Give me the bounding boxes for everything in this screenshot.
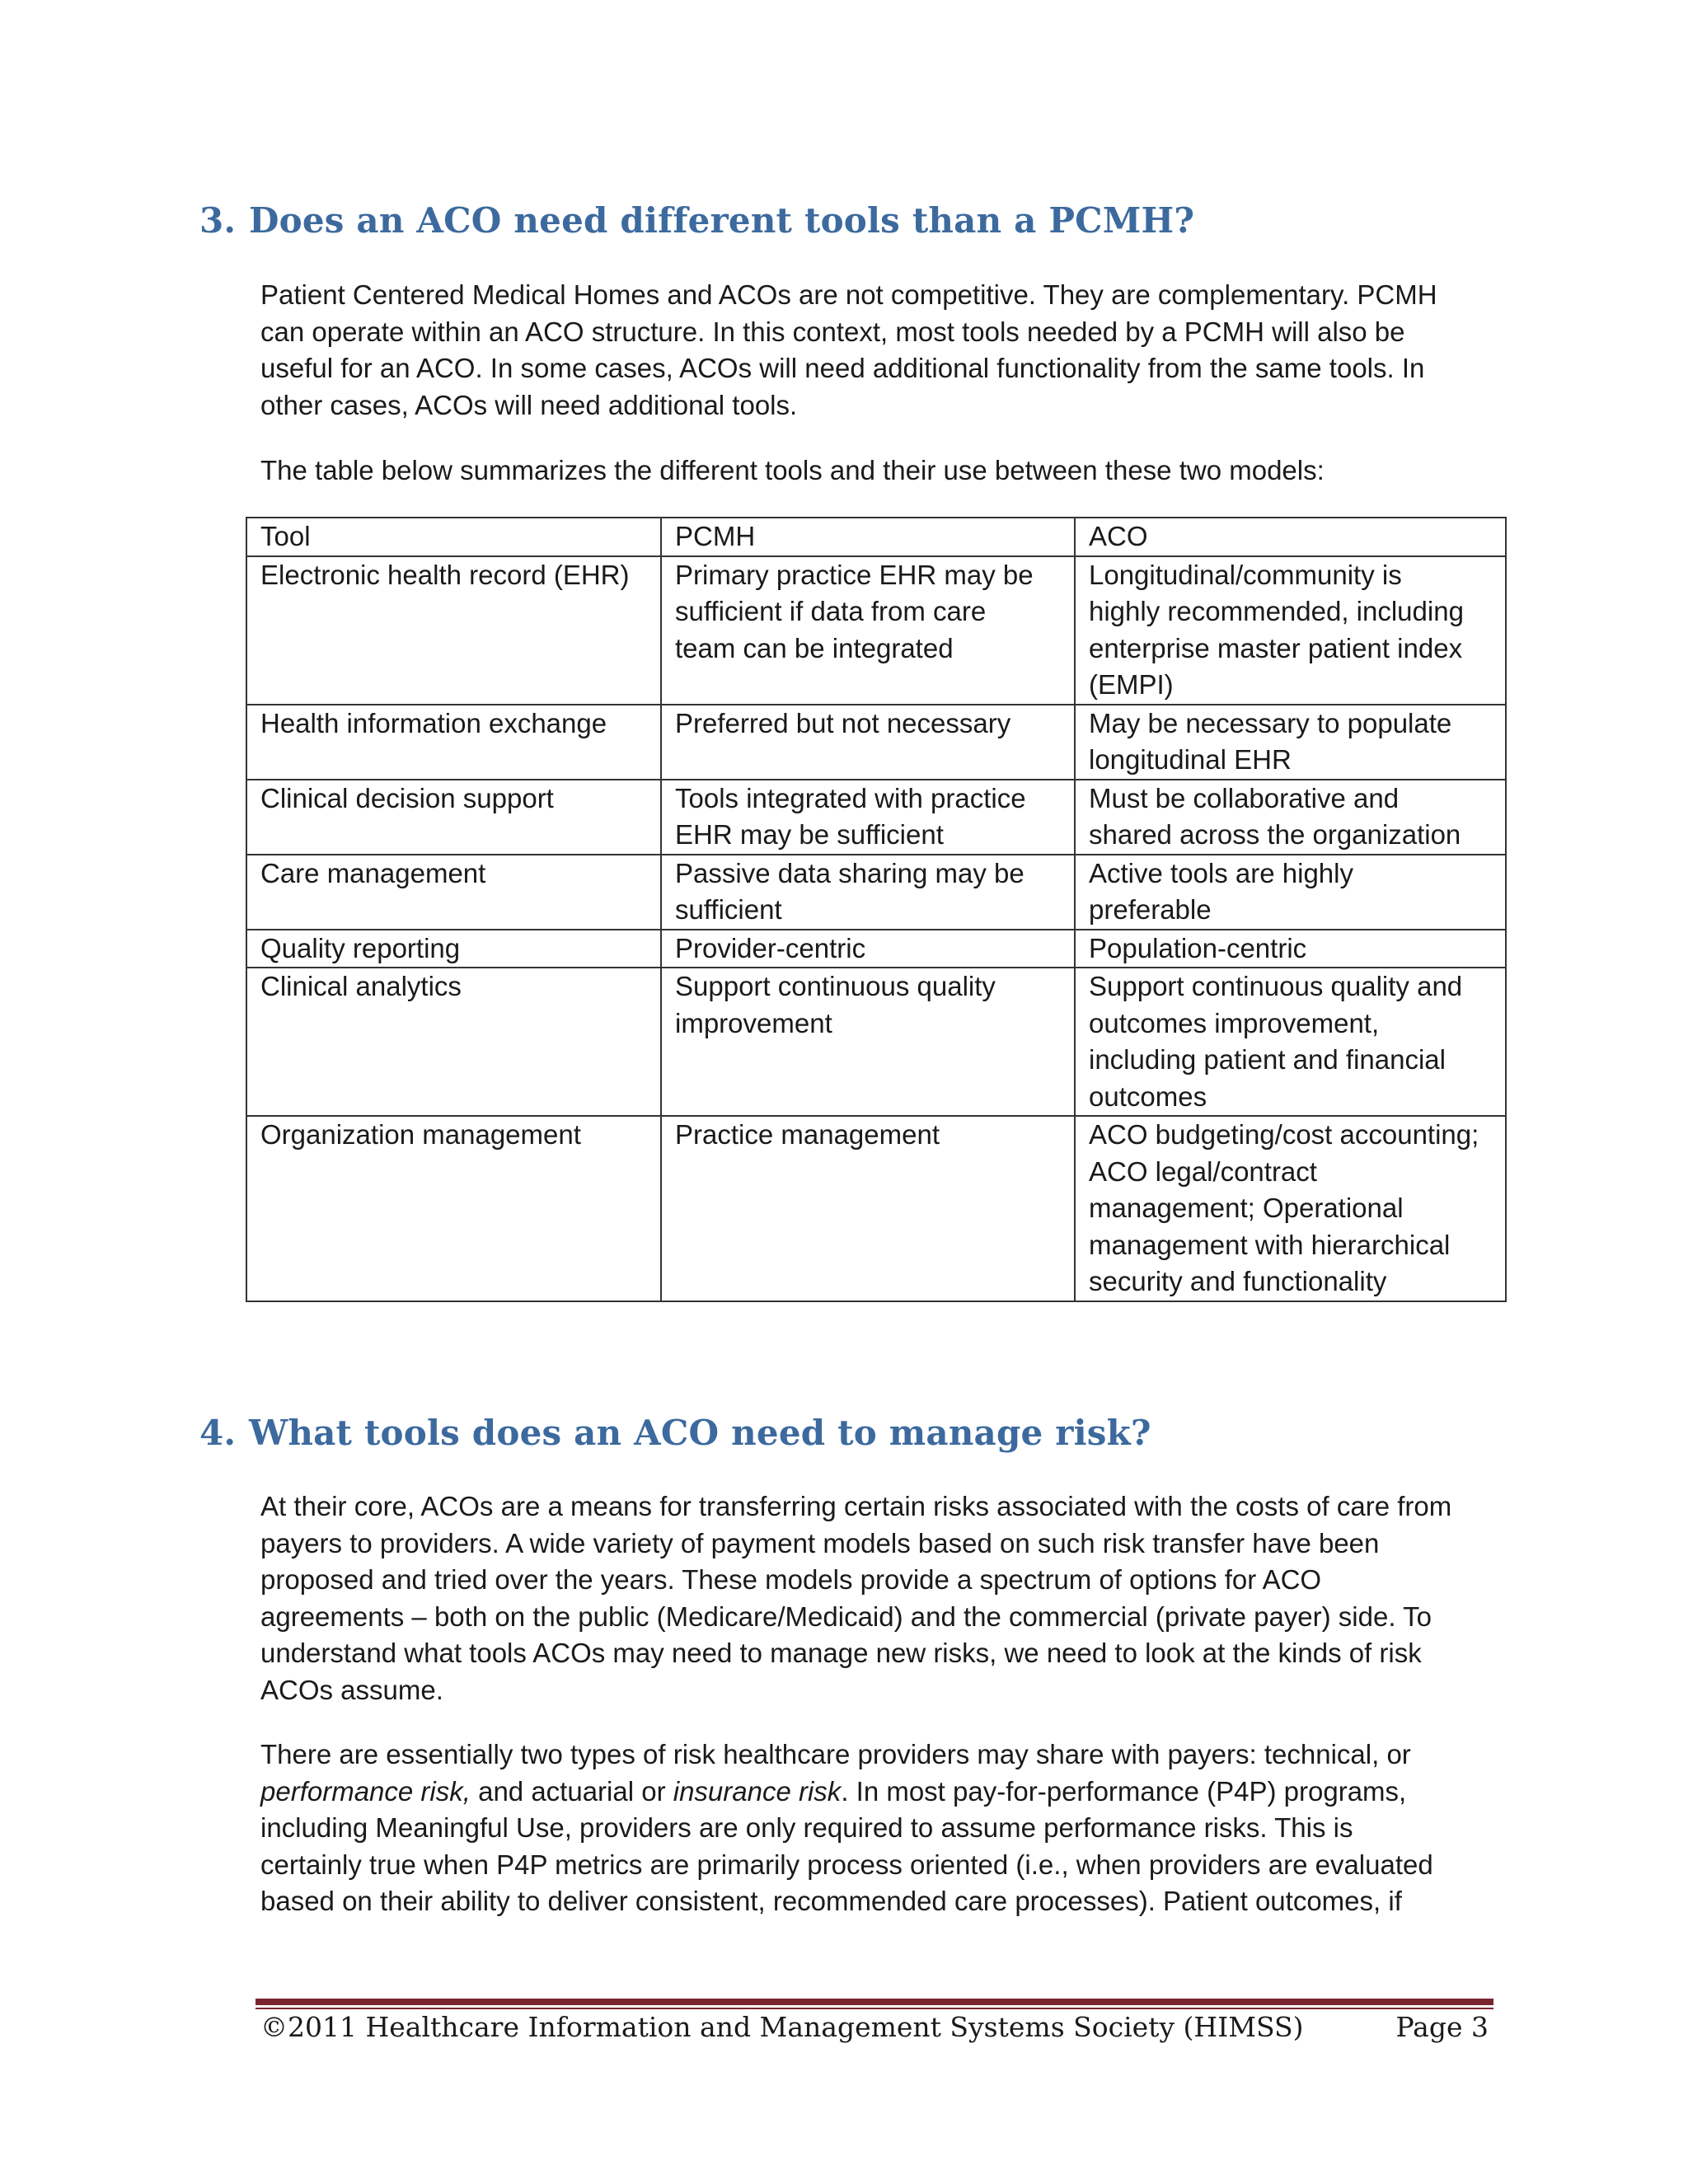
cell-line: improvement <box>675 1007 832 1038</box>
cell-line: Clinical decision support <box>260 782 554 813</box>
cell-tool <box>246 855 661 930</box>
text-line: There are essentially two types of risk healthcare providers may share with payers: technical, or <box>260 1739 1411 1769</box>
cell-aco <box>1075 855 1506 930</box>
header-tool: Tool <box>246 518 661 556</box>
cell-line: Population-centric <box>1089 932 1307 963</box>
cell-line: management with hierarchical <box>1089 1229 1451 1260</box>
section-4-title: What tools does an ACO need to manage risk? <box>249 1413 1151 1453</box>
cell-aco <box>1075 705 1506 780</box>
cell-line: team can be integrated <box>675 632 954 663</box>
cell-line: ACO legal/contract <box>1089 1155 1317 1187</box>
table-row <box>246 780 1506 855</box>
cell-tool <box>246 556 661 705</box>
cell-line: Passive data sharing may be <box>675 857 1025 888</box>
cell-line: Tools integrated with practice <box>675 782 1026 813</box>
text-line: agreements – both on the public (Medicare/Medicaid) and the commercial (private payer) side. To <box>260 1601 1432 1632</box>
section-4-paragraph-2 <box>260 1736 1513 1920</box>
text-line: based on their ability to deliver consistent, recommended care processes). Patient outcomes, if <box>260 1886 1402 1916</box>
table-header-row <box>246 518 1506 556</box>
cell-tool <box>246 968 661 1116</box>
text-line: The table below summarizes the different tools and their use between these two models: <box>260 455 1325 485</box>
cell-tool <box>246 780 661 855</box>
cell-line: outcomes <box>1089 1080 1207 1112</box>
cell-aco <box>1075 556 1506 705</box>
cell-line: Primary practice EHR may be <box>675 559 1034 590</box>
cell-pcmh <box>661 705 1075 780</box>
cell-line: EHR may be sufficient <box>675 819 944 850</box>
cell-line: Must be collaborative and <box>1089 782 1400 813</box>
cell-line: Provider-centric <box>675 932 866 963</box>
text-fragment: and actuarial or <box>470 1775 673 1807</box>
cell-pcmh <box>661 1116 1075 1301</box>
section-4-paragraph-1 <box>260 1488 1513 1708</box>
section-4-number: 4. <box>199 1413 237 1453</box>
text-line: ACOs assume. <box>260 1674 443 1705</box>
text-line: understand what tools ACOs may need to manage new risks, we need to look at the kinds of risk <box>260 1638 1422 1668</box>
cell-line: Clinical analytics <box>260 971 462 1001</box>
cell-line: enterprise master patient index <box>1089 632 1463 663</box>
text-line: At their core, ACOs are a means for transferring certain risks associated with the costs of care from <box>260 1491 1452 1521</box>
text-line: certainly true when P4P metrics are primarily process oriented (i.e., when providers are evaluated <box>260 1849 1433 1880</box>
text-line <box>260 1774 1513 1811</box>
section-3-heading <box>199 200 1194 241</box>
cell-line: (EMPI) <box>1089 669 1174 700</box>
cell-line: Electronic health record (EHR) <box>260 559 630 590</box>
text-line: payers to providers. A wide variety of payment models based on such risk transfer have been <box>260 1527 1380 1558</box>
section-3-paragraph-2 <box>260 452 1513 490</box>
cell-pcmh <box>661 780 1075 855</box>
cell-pcmh <box>661 855 1075 930</box>
cell-line: sufficient <box>675 894 782 925</box>
cell-aco <box>1075 930 1506 968</box>
text-fragment: . In most pay-for-performance (P4P) programs, <box>841 1775 1407 1807</box>
table-row <box>246 1116 1506 1301</box>
cell-line: Support continuous quality <box>675 971 996 1001</box>
cell-line: shared across the organization <box>1089 819 1461 850</box>
cell-line: highly recommended, including <box>1089 596 1464 626</box>
cell-line: preferable <box>1089 894 1212 925</box>
table-row <box>246 855 1506 930</box>
cell-line: sufficient if data from care <box>675 596 987 626</box>
cell-line: May be necessary to populate <box>1089 707 1452 738</box>
footer-rule-thin <box>256 2008 1493 2009</box>
section-4-heading <box>199 1413 1151 1453</box>
cell-line: Preferred but not necessary <box>675 707 1011 738</box>
cell-aco <box>1075 1116 1506 1301</box>
cell-line: Active tools are highly <box>1089 857 1353 888</box>
header-aco: ACO <box>1075 518 1506 556</box>
table-row <box>246 930 1506 968</box>
cell-line: Health information exchange <box>260 707 607 738</box>
section-3-paragraph-1 <box>260 277 1513 424</box>
section-3-title: Does an ACO need different tools than a PCMH? <box>249 200 1195 241</box>
text-line: other cases, ACOs will need additional tools. <box>260 389 798 420</box>
cell-pcmh <box>661 968 1075 1116</box>
cell-line: Organization management <box>260 1119 581 1150</box>
table-row <box>246 556 1506 705</box>
text-line: Patient Centered Medical Homes and ACOs are not competitive. They are complementary. PCMH <box>260 279 1437 310</box>
cell-line: outcomes improvement, <box>1089 1007 1380 1038</box>
cell-line: ACO budgeting/cost accounting; <box>1089 1119 1479 1150</box>
cell-aco <box>1075 968 1506 1116</box>
cell-tool <box>246 1116 661 1301</box>
footer-rule-thick <box>256 1999 1493 2005</box>
cell-line: management; Operational <box>1089 1193 1404 1223</box>
text-line: can operate within an ACO structure. In this context, most tools needed by a PCMH will also be <box>260 316 1405 347</box>
cell-line: Quality reporting <box>260 932 461 963</box>
cell-aco <box>1075 780 1506 855</box>
cell-line: Care management <box>260 857 486 888</box>
footer-copyright: ©2011 Healthcare Information and Management Systems Society (HIMSS) <box>260 2011 1304 2043</box>
table-row <box>246 705 1506 780</box>
cell-pcmh <box>661 556 1075 705</box>
cell-line: including patient and financial <box>1089 1044 1446 1075</box>
cell-line: security and functionality <box>1089 1266 1387 1296</box>
cell-tool <box>246 930 661 968</box>
tools-comparison-table <box>246 517 1507 1302</box>
table-row <box>246 968 1506 1116</box>
cell-line: Support continuous quality and <box>1089 971 1463 1001</box>
cell-line: longitudinal EHR <box>1089 744 1292 775</box>
header-pcmh: PCMH <box>661 518 1075 556</box>
text-line: proposed and tried over the years. These models provide a spectrum of options for ACO <box>260 1564 1322 1595</box>
emphasis-performance-risk: performance risk, <box>260 1775 471 1807</box>
footer-page-number: Page 3 <box>1395 2011 1489 2043</box>
cell-line: Practice management <box>675 1119 940 1150</box>
cell-line: Longitudinal/community is <box>1089 559 1402 590</box>
section-3-number: 3. <box>199 200 237 241</box>
text-line: including Meaningful Use, providers are only required to assume performance risks. This is <box>260 1812 1353 1843</box>
text-line: useful for an ACO. In some cases, ACOs will need additional functionality from the same tools. In <box>260 353 1425 383</box>
emphasis-insurance-risk: insurance risk <box>673 1775 842 1807</box>
cell-pcmh <box>661 930 1075 968</box>
cell-tool <box>246 705 661 780</box>
